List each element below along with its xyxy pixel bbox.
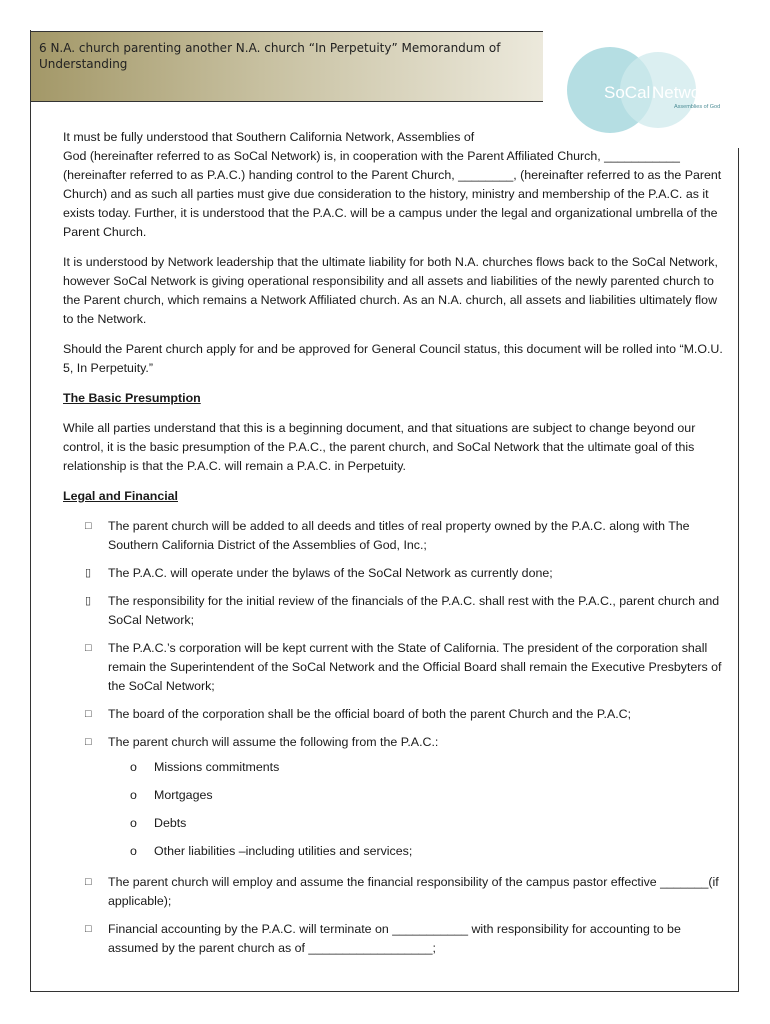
list-item-text: The P.A.C.’s corporation will be kept current with the State of California. The president of the corporation shall remain the Superintendent of the SoCal Network and the Official Board shall remain the Executive Presbyters of the SoCal Network; [108, 641, 722, 693]
logo-name-network: Network [652, 83, 715, 102]
page-border-right [738, 148, 739, 992]
bullet-glyph-icon: □ [85, 876, 92, 888]
list-item-text: The responsibility for the initial review of the financials of the P.A.C. shall rest with the P.A.C., parent church and SoCal Network; [108, 594, 720, 627]
council-paragraph: Should the Parent church apply for and be approved for General Council status, this document will be rolled into “M.O.U. 5, In Perpetuity.” [63, 342, 723, 375]
bullet-glyph-icon: □ [85, 736, 92, 748]
sublist-item-text: Other liabilities –including utilities and services; [154, 844, 413, 858]
liability-paragraph: It is understood by Network leadership that the ultimate liability for both N.A. churches flows back to the SoCal Network, however SoCal Network is giving operational responsibility and all assets and liabilities of the newly parented church to the Parent church, which remains a Network Affiliated church. As an N.A. church, all assets and liabilities ultimately flow to the Network. [63, 255, 718, 326]
document-title: 6 N.A. church parenting another N.A. church “In Perpetuity” Memorandum of Understanding [39, 41, 501, 71]
sublist-item-text: Debts [154, 816, 187, 830]
list-item [63, 517, 725, 555]
logo-tagline: Assemblies of God [674, 104, 721, 110]
sublist-item [108, 814, 725, 833]
list-item-text: The parent church will employ and assume the financial responsibility of the campus pastor effective _______(if applicable); [108, 875, 719, 908]
presumption-paragraph: While all parties understand that this is a beginning document, and that situations are subject to change beyond our control, it is the basic presumption of the P.A.C., the parent church, and SoCal Network that the ultimate goal of this relationship is that the P.A.C. will remain a P.A.C. in Perpetuity. [63, 421, 696, 473]
list-item [63, 592, 725, 630]
heading-basic-presumption: The Basic Presumption [63, 391, 201, 405]
bullet-glyph-icon: ▯ [85, 567, 92, 579]
list-item [63, 705, 725, 724]
page-border-bottom [30, 991, 739, 992]
list-item [63, 920, 725, 958]
page-border-left [30, 30, 31, 992]
bullet-glyph-icon: □ [85, 642, 92, 654]
bullet-glyph-icon: □ [85, 708, 92, 720]
sub-bullet-icon: o [130, 788, 137, 802]
sub-bullet-icon: o [130, 816, 137, 830]
intro-paragraph: God (hereinafter referred to as SoCal Network) is, in cooperation with the Parent Affiliated Church, ___________ (hereinafter referred to as P.A.C.) handing control to the Parent Church, ________, (hereinafter referred to as the Parent Church) and as such all parties must give due consideration to the history, ministry and membership of the P.A.C. as it exists today. Further, it is understood that the P.A.C. will be a campus under the legal and organizational umbrella of the Parent Church. [63, 149, 722, 239]
list-item [63, 733, 725, 861]
socal-network-logo [562, 46, 742, 138]
assumed-items-sublist [108, 758, 725, 861]
logo-name-socal: SoCal [604, 83, 651, 102]
bullet-glyph-icon: ▯ [85, 595, 92, 607]
list-item-text: Financial accounting by the P.A.C. will terminate on ___________ with responsibility for accounting to be assumed by the parent church as of __________________; [108, 922, 681, 955]
sublist-item-text: Missions commitments [154, 760, 280, 774]
list-item [63, 873, 725, 911]
legal-financial-list [63, 517, 725, 958]
list-item-text: The board of the corporation shall be the official board of both the parent Church and the P.A.C; [108, 707, 632, 721]
list-item-text: The parent church will assume the following from the P.A.C.: [108, 735, 439, 749]
bullet-glyph-icon: □ [85, 520, 92, 532]
list-item [63, 639, 725, 696]
list-item [63, 564, 725, 583]
document-body [63, 128, 725, 967]
list-item-text: The P.A.C. will operate under the bylaws of the SoCal Network as currently done; [108, 566, 553, 580]
heading-legal-financial: Legal and Financial [63, 489, 178, 503]
intro-paragraph-line1: It must be fully understood that Southern California Network, Assemblies of [63, 130, 475, 144]
sublist-item [108, 786, 725, 805]
sublist-item-text: Mortgages [154, 788, 213, 802]
sub-bullet-icon: o [130, 760, 137, 774]
list-item-text: The parent church will be added to all deeds and titles of real property owned by the P.A.C. along with The Southern California District of the Assemblies of God, Inc.; [108, 519, 690, 552]
sublist-item [108, 758, 725, 777]
sublist-item [108, 842, 725, 861]
bullet-glyph-icon: □ [85, 923, 92, 935]
sub-bullet-icon: o [130, 844, 137, 858]
title-banner [31, 31, 543, 102]
